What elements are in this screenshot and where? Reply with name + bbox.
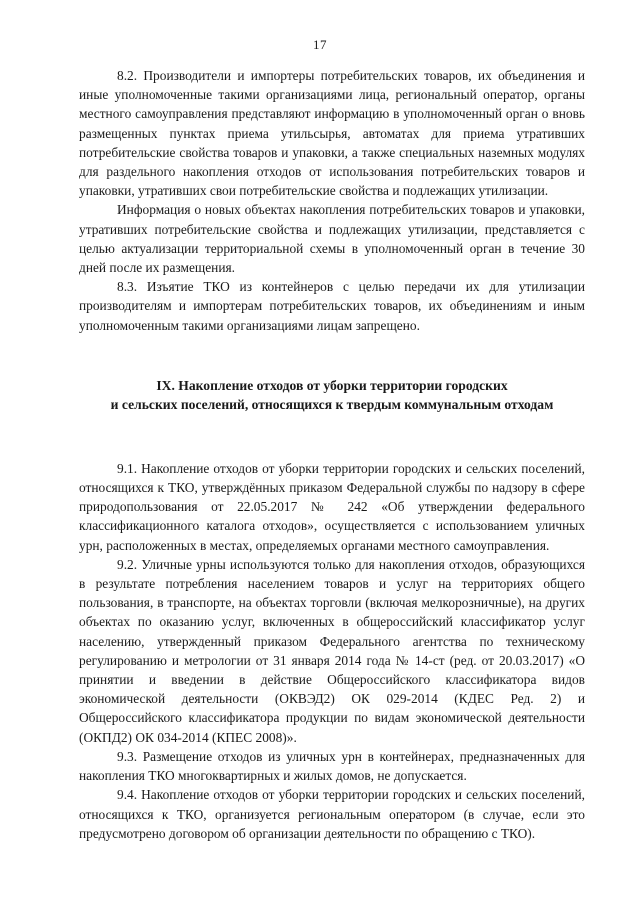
section-heading-line-1: IX. Накопление отходов от уборки территории городских bbox=[156, 377, 508, 393]
paragraph-9-2: 9.2. Уличные урны используются только для накопления отходов, образующихся в результате потребления населением товаров и услуг на территориях общего пользования, в транспорте, на объектах торговли (включая мелкорозничные), на других объектах по оказанию услуг, включенных в общероссийский классификатор услуг населению, утвержденный приказом Федерального агентства по техническому регулированию и метрологии от 31 января 2014 года № 14-ст (ред. от 20.03.2017) «О принятии и введении в действие Общероссийского классификатора видов экономической деятельности (ОКВЭД2) ОК 029-2014 (КДЕС Ред. 2) и Общероссийского классификатора продукции по видам экономической деятельности (ОКПД2) ОК 034-2014 (КПЕС 2008)». bbox=[79, 556, 585, 745]
page-number: 17 bbox=[313, 37, 327, 52]
paragraph-9-3: 9.3. Размещение отходов из уличных урн в контейнерах, предназначенных для накопления ТКО многоквартирных и жилых домов, не допускается. bbox=[79, 748, 585, 784]
section-heading bbox=[79, 376, 585, 414]
document-body bbox=[79, 66, 585, 843]
paragraph-9-1: 9.1. Накопление отходов от уборки территории городских и сельских поселений, относящихся к ТКО, утверждённых приказом Федеральной службы по надзору в сфере природопользования от 22.05.2017 № 242 «Об утверждении федерального классификационного каталога отходов», осуществляется с использованием уличных урн, расположенных в местах, определяемых органами местного самоуправления. bbox=[79, 460, 585, 553]
paragraph-8-3: 8.3. Изъятие ТКО из контейнеров с целью передачи их для утилизации производителям и импортерам потребительских товаров, их объединениям и иным уполномоченным такими организациями лицам запрещено. bbox=[79, 279, 585, 333]
paragraph-9-4: 9.4. Накопление отходов от уборки территории городских и сельских поселений, относящихся к ТКО, организуется региональным оператором (в случае, если это предусмотрено договором об организации деятельности по обращению с ТКО). bbox=[79, 787, 585, 841]
paragraph-8-2-info: Информация о новых объектах накопления потребительских товаров и упаковки, утративших потребительские свойства и подлежащих утилизации, представляется с целью актуализации территориальной схемы в уполномоченный орган в течение 30 дней после их размещения. bbox=[79, 202, 585, 276]
paragraph-8-2: 8.2. Производители и импортеры потребительских товаров, их объединения и иные уполномоченные такими организациями лица, региональный оператор, органы местного самоуправления представляют информацию в уполномоченный орган о вновь размещенных пунктах приема утильсырья, автоматах для приема утративших потребительские свойства товаров и упаковки, а также специальных наземных модулях для раздельного накопления отходов от использования потребительских товаров и упаковки, утративших свои потребительские свойства и подлежащих утилизации. bbox=[79, 68, 585, 199]
section-heading-line-2: и сельских поселений, относящихся к твердым коммунальным отходам bbox=[110, 396, 554, 412]
